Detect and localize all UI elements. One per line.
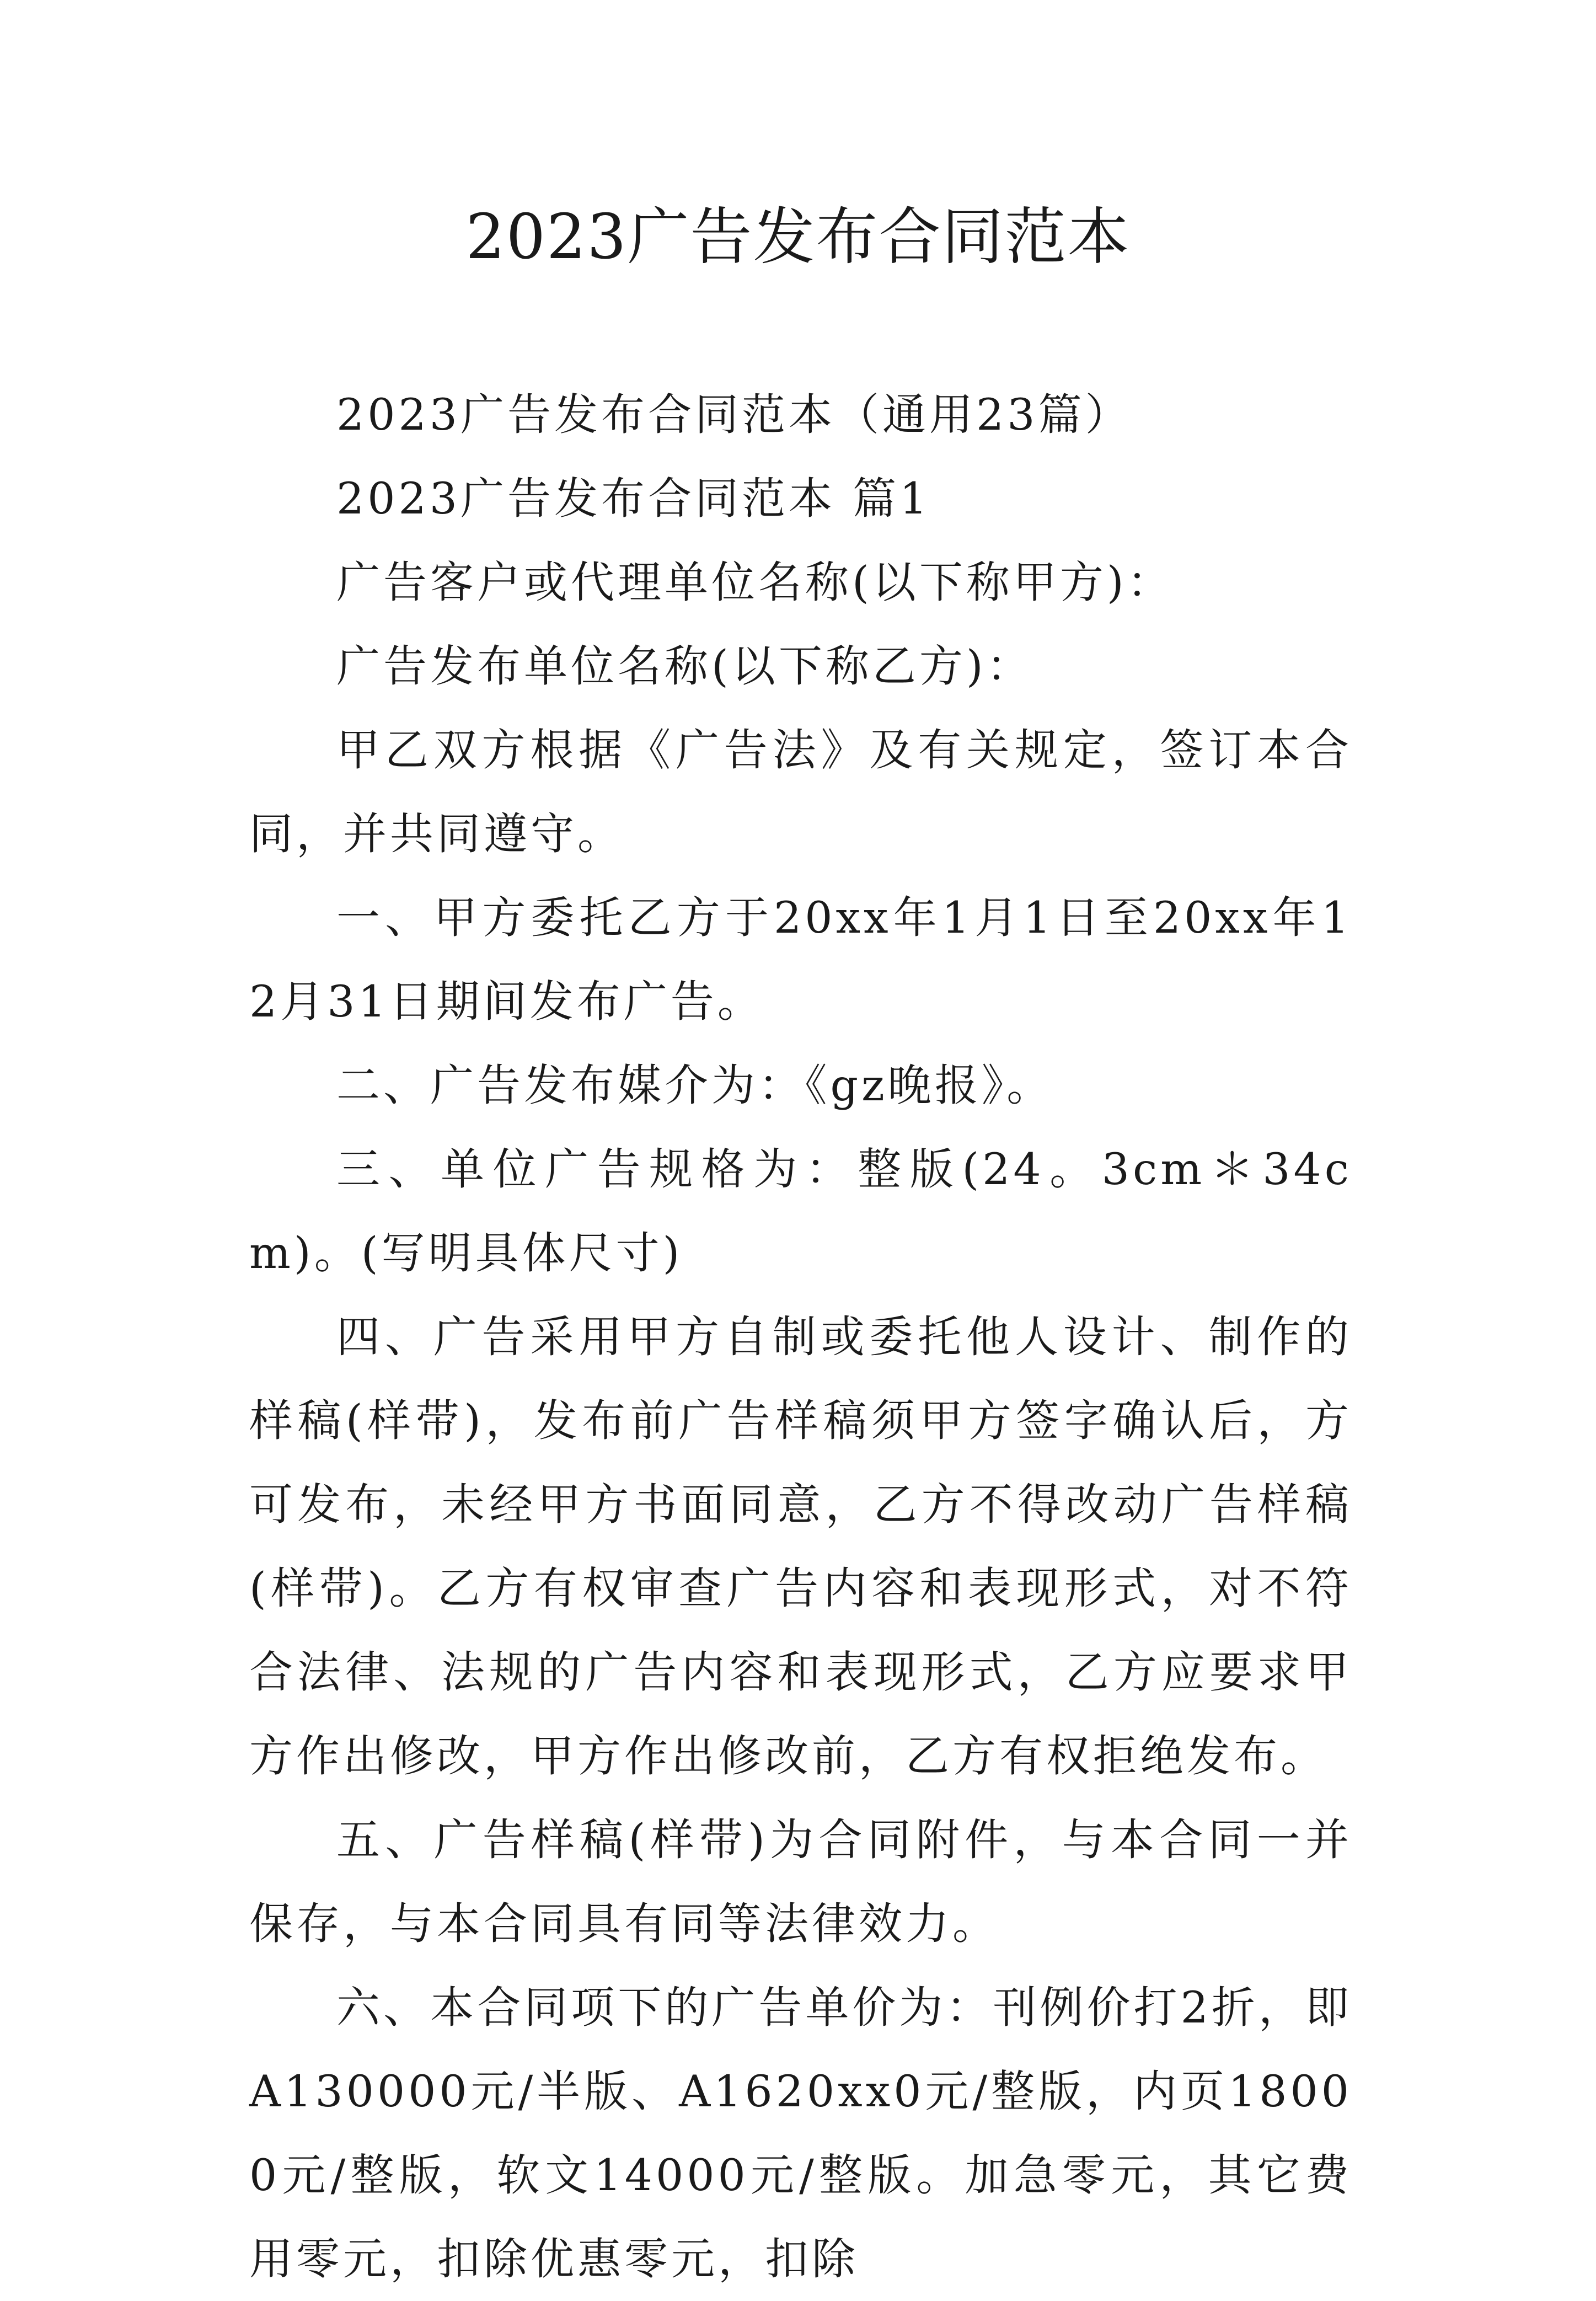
party-b-line: 广告发布单位名称(以下称乙方)： — [336, 641, 1033, 692]
subtitle-line: 2023广告发布合同范本（通用23篇） — [336, 389, 1132, 440]
party-a-line: 广告客户或代理单位名称(以下称甲方)： — [336, 557, 1174, 608]
clause-5: 五、广告样稿(样带)为合同附件，与本合同一并保存，与本合同具有同等法律效力。 — [249, 1815, 1352, 1949]
section-heading: 2023广告发布合同范本 篇1 — [336, 473, 931, 524]
preamble-paragraph: 甲乙双方根据《广告法》及有关规定，签订本合同，并共同遵守。 — [249, 725, 1352, 859]
clause-3: 三、单位广告规格为：整版(24。3cm＊34cm)。(写明具体尺寸) — [249, 1144, 1352, 1278]
clause-6: 六、本合同项下的广告单价为：刊例价打2折，即A130000元/半版、A1620xx0元/整版，内页18000元/整版，软文14000元/整版。加急零元，其它费用零元，扣除优惠零元，扣除 — [249, 1982, 1352, 2284]
document-body — [249, 373, 1352, 2301]
clause-1: 一、甲方委托乙方于20xx年1月1日至20xx年12月31日期间发布广告。 — [249, 892, 1352, 1027]
clause-4: 四、广告采用甲方自制或委托他人设计、制作的样稿(样带)，发布前广告样稿须甲方签字确认后，方可发布，未经甲方书面同意，乙方不得改动广告样稿(样带)。乙方有权审查广告内容和表现形式，对不符合法律、法规的广告内容和表现形式，乙方应要求甲方作出修改，甲方作出修改前，乙方有权拒绝发布。 — [249, 1312, 1352, 1781]
document-title: 2023广告发布合同范本 — [465, 201, 1131, 273]
clause-2: 二、广告发布媒介为：《gz晚报》。 — [336, 1060, 1054, 1111]
